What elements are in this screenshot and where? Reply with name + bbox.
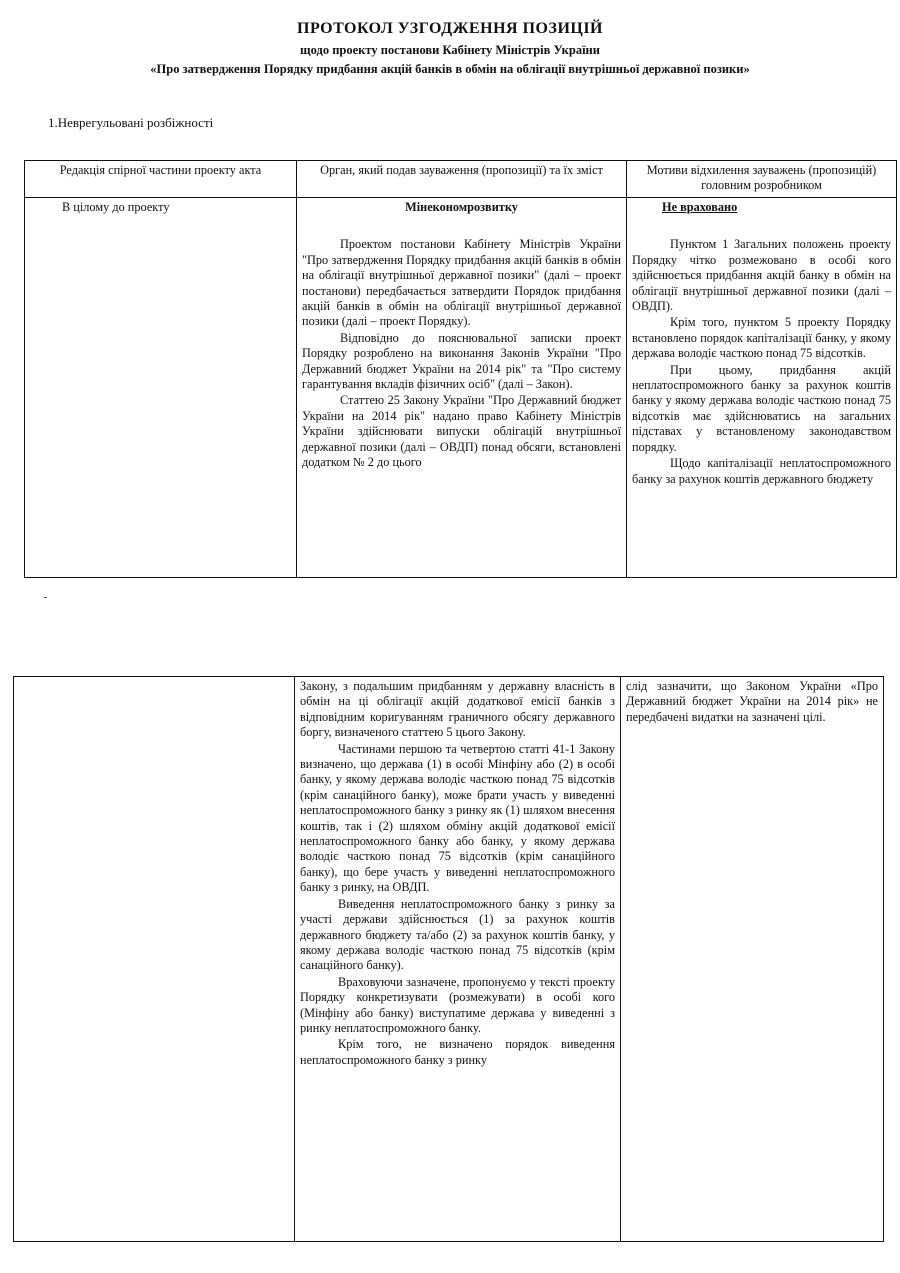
reason-paragraph: Крім того, пунктом 5 проекту Порядку встановлено порядок капіталізації банку, у якому держава володіє часткою понад 75 відсотків.: [632, 315, 891, 361]
cell-remarks: [295, 677, 621, 1242]
scan-artifact: [44, 597, 47, 598]
reason-paragraph: Пунктом 1 Загальних положень проекту Порядку чітко розмежовано в особі кого здійснюється придбання акцій банку в обмін на облігації внутрішньої державної позики (далі – ОВДП).: [632, 237, 891, 314]
reason-paragraph: Щодо капіталізації неплатоспроможного банку за рахунок коштів державного бюджету: [632, 456, 891, 486]
disagreements-table-part-1: [24, 160, 897, 578]
table-row: [14, 677, 884, 1242]
remark-paragraph: Виведення неплатоспроможного банку з ринку за участі держави здійснюється (1) за рахунок коштів державного бюджету та/або (2) за рахунок коштів банку, у якому держава володіє часткою понад 75 відсотків (крім санаційного банку).: [300, 896, 615, 973]
document-subtitle: щодо проекту постанови Кабінету Міністрів України: [300, 43, 600, 57]
header-authority-remarks: Орган, який подав зауваження (пропозиції) та їх зміст: [297, 161, 627, 198]
remark-paragraph: Проектом постанови Кабінету Міністрів України "Про затвердження Порядку придбання акцій банків в обмін на облігації внутрішньої державної позики" (далі – проект постанови) передбачається затвердити Порядок придбання акцій банків в обмін на облігації внутрішньої державної позики (далі – проект Порядку).: [302, 237, 621, 329]
authority-name: Мінекономрозвитку: [405, 200, 518, 214]
reason-paragraph: слід зазначити, що Законом України «Про Державний бюджет України на 2014 рік» не передбачені видатки на зазначені цілі.: [626, 679, 878, 724]
whole-project-label: В цілому до проекту: [62, 200, 170, 214]
status-not-accepted: Не враховано: [662, 200, 738, 214]
remark-paragraph: Відповідно до пояснювальної записки проект Порядку розроблено на виконання Законів України "Про Державний бюджет України на 2014 рік" та "Про систему гарантування вкладів фізичних осіб" (далі – Закон).: [302, 330, 621, 392]
header-rejection-reasons: Мотиви відхилення зауважень (пропозицій) головним розробником: [627, 161, 897, 198]
disagreements-table-part-2: [13, 676, 884, 1242]
document-title: ПРОТОКОЛ УЗГОДЖЕННЯ ПОЗИЦІЙ: [297, 20, 603, 37]
section-heading: 1.Неврегульовані розбіжності: [48, 115, 214, 130]
remark-paragraph: Враховуючи зазначене, пропонуємо у тексті проекту Порядку конкретизувати (розмежувати) в особі кого (Мінфіну або банку) виступатиме держава у виведенні з ринку неплатоспроможного банку.: [300, 974, 615, 1035]
remark-paragraph: Закону, з подальшим придбанням у державну власність в обмін на ці облігації акцій додаткової емісії банків з відповідним коригуванням граничного обсягу державного боргу, визначеного статтею 5 цього Закону.: [300, 679, 615, 740]
table-row: [25, 198, 897, 578]
remark-paragraph: Статтею 25 Закону України "Про Державний бюджет України на 2014 рік" надано право Кабінету Міністрів України здійснювати випуски облігацій внутрішньої державної позики (далі – ОВДП) понад обсяги, встановлені додатком № 2 до цього: [302, 393, 621, 470]
remark-paragraph: Крім того, не визначено порядок виведення неплатоспроможного банку з ринку: [300, 1037, 615, 1067]
cell-rejection-reasons: [621, 677, 884, 1242]
cell-rejection-reasons: [627, 198, 897, 578]
document-title-block: [0, 20, 900, 77]
document-subtitle-act: «Про затвердження Порядку придбання акцій банків в обмін на облігації внутрішньої державної позики»: [150, 62, 750, 76]
table-header-row: [25, 161, 897, 198]
reason-paragraph: При цьому, придбання акцій неплатоспроможного банку за рахунок коштів банку у якому держава володіє часткою понад 75 відсотків має здійснюватись на загальних підставах у встановленому законодавством порядку.: [632, 362, 891, 454]
cell-act-text: [25, 198, 297, 578]
cell-act-text: [14, 677, 295, 1242]
cell-remarks: [297, 198, 627, 578]
remark-paragraph: Частинами першою та четвертою статті 41-1 Закону визначено, що держава (1) в особі Мінфіну або (2) в особі банку, у якому держава володіє часткою понад 75 відсотків (крім санаційного банку), може брати участь у виведенні неплатоспроможного банку з ринку як (1) шляхом внесення коштів, так і (2) шляхом обміну акцій додаткової емісії неплатоспроможного банку або банку, у якому держава володіє часткою понад 75 відсотків (крім санаційного банку), що бере участь у виведенні неплатоспроможного банку з ринку, на ОВДП.: [300, 741, 615, 895]
header-act-text: Редакція спірної частини проекту акта: [25, 161, 297, 198]
